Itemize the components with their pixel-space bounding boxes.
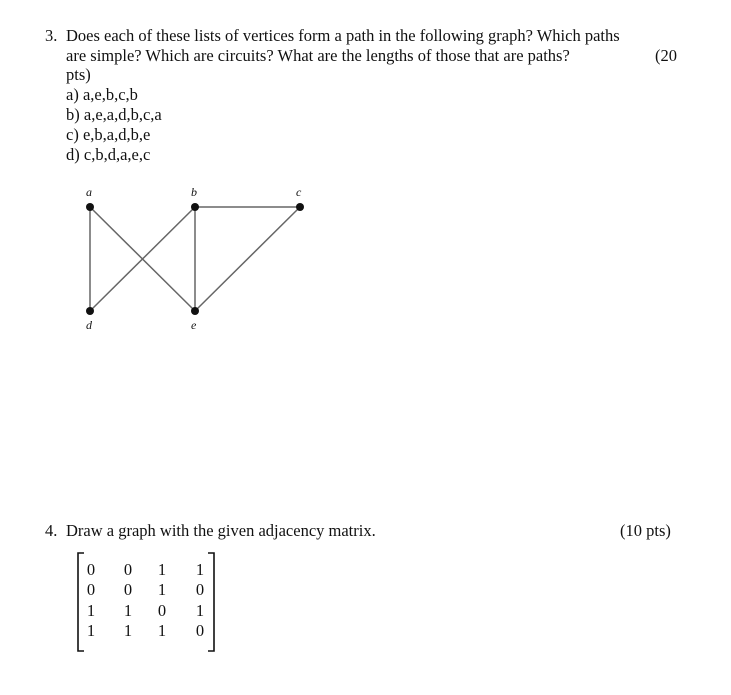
q3-number: 3. (45, 26, 58, 45)
q3-line2: are simple? Which are circuits? What are the lengths of those that are paths? (66, 46, 570, 65)
vertex-b (191, 203, 199, 211)
matrix-cell: 0 (195, 580, 205, 599)
matrix-cell: 1 (195, 560, 205, 579)
matrix-cell: 1 (157, 560, 167, 579)
vertex-label-e: e (191, 318, 197, 332)
matrix-cell: 0 (195, 621, 205, 640)
q4-points: (10 pts) (620, 521, 671, 540)
q3-points-cont: pts) (66, 65, 91, 84)
edge-c-e (195, 207, 300, 311)
matrix-cell: 1 (123, 621, 133, 640)
q3-item-a: a) a,e,b,c,b (66, 85, 138, 104)
vertex-d (86, 307, 94, 315)
vertex-label-b: b (191, 185, 197, 199)
matrix-cell: 1 (195, 601, 205, 620)
matrix-cell: 1 (123, 601, 133, 620)
matrix-cell: 0 (123, 560, 133, 579)
vertex-a (86, 203, 94, 211)
matrix-cell: 1 (86, 601, 96, 620)
vertex-label-a: a (86, 185, 92, 199)
vertex-label-c: c (296, 185, 302, 199)
q3-item-c: c) e,b,a,d,b,e (66, 125, 151, 144)
q3-item-d: d) c,b,d,a,e,c (66, 145, 151, 164)
q4-number: 4. (45, 521, 58, 540)
vertex-c (296, 203, 304, 211)
matrix-cell: 0 (86, 580, 96, 599)
q3-points: (20 (655, 46, 677, 65)
matrix-cell: 1 (157, 580, 167, 599)
vertex-label-d: d (86, 318, 92, 332)
matrix-cell: 0 (86, 560, 96, 579)
matrix-cell: 1 (157, 621, 167, 640)
matrix-cell: 0 (123, 580, 133, 599)
q3-item-b: b) a,e,a,d,b,c,a (66, 105, 162, 124)
q4-text: Draw a graph with the given adjacency matrix. (66, 521, 376, 540)
matrix-cell: 1 (86, 621, 96, 640)
matrix-cell: 0 (157, 601, 167, 620)
q3-line1: Does each of these lists of vertices form a path in the following graph? Which paths (66, 26, 620, 45)
vertex-e (191, 307, 199, 315)
